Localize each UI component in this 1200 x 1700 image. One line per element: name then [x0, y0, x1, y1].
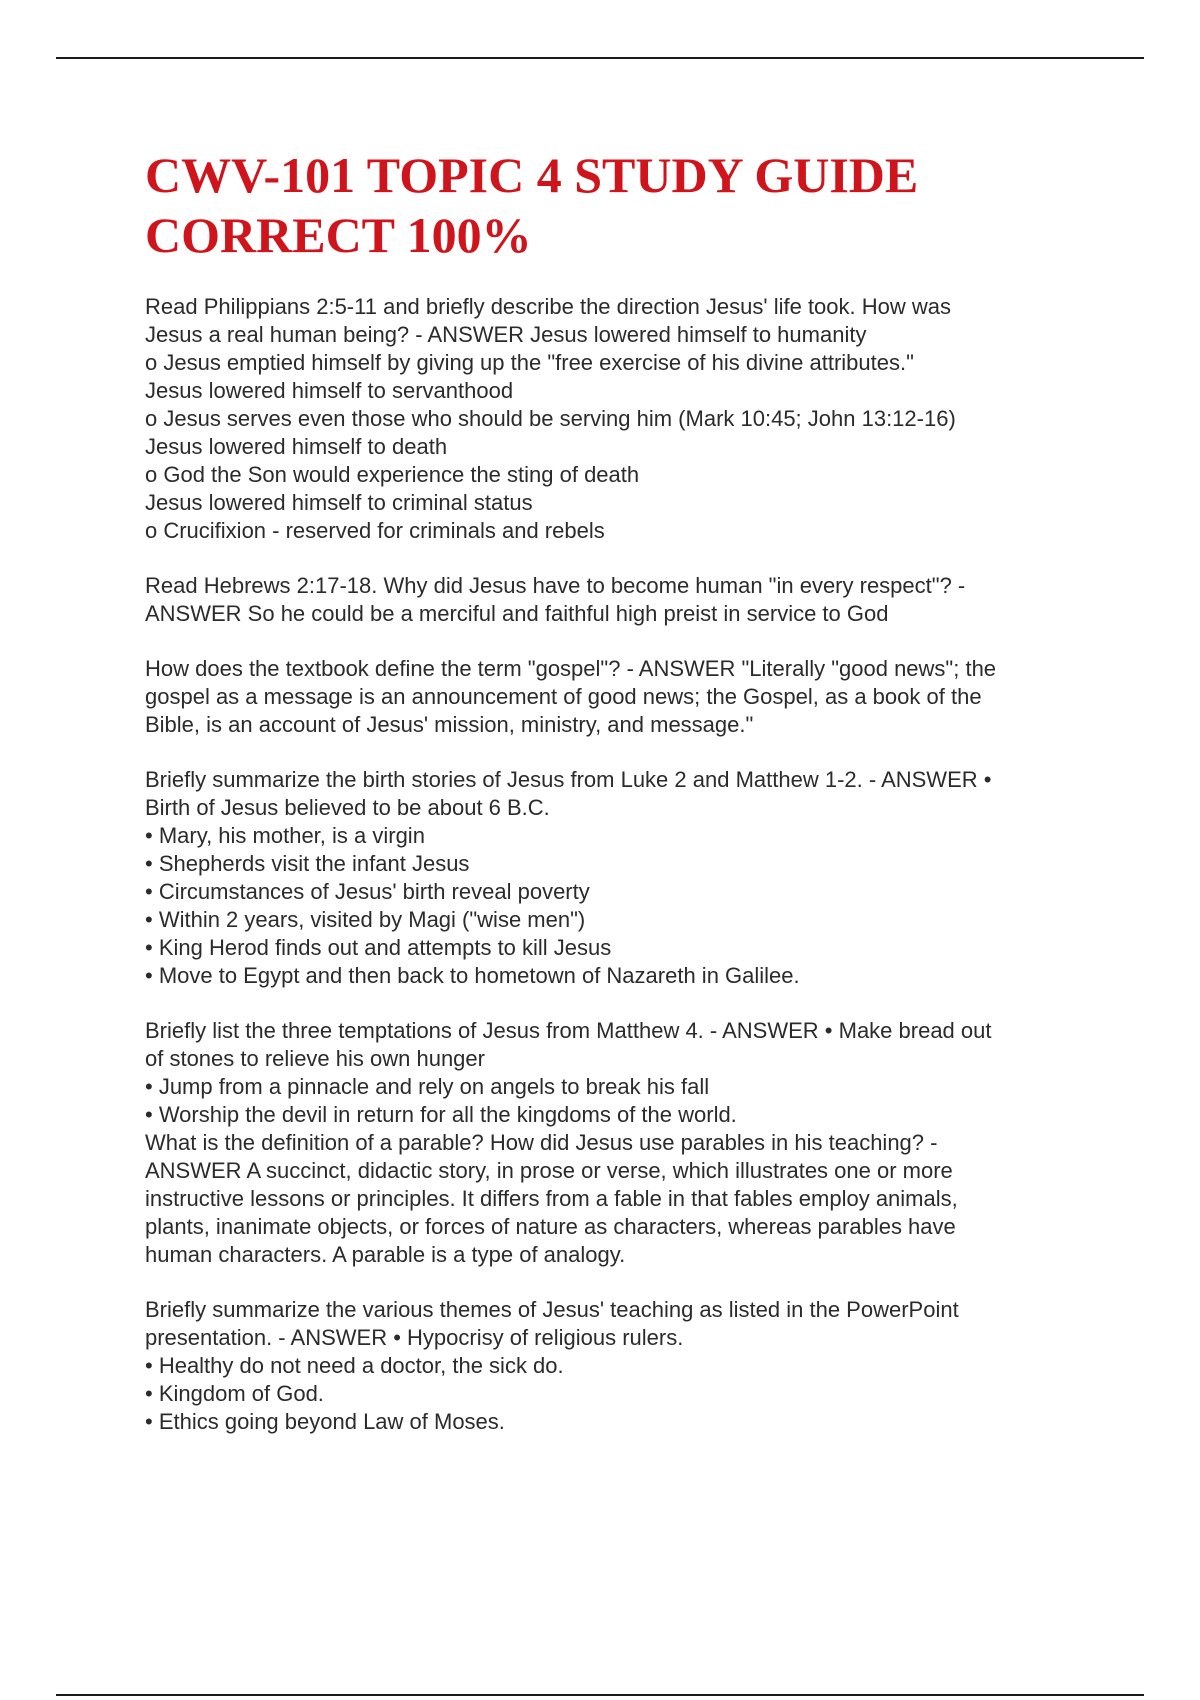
- qa-block-philippians: [145, 293, 1105, 545]
- text-line: gospel as a message is an announcement of good news; the Gospel, as a book of the: [145, 684, 982, 709]
- text-line: • Mary, his mother, is a virgin: [145, 823, 425, 848]
- qa-block-themes: [145, 1296, 1105, 1436]
- text-line: Birth of Jesus believed to be about 6 B.C.: [145, 795, 550, 820]
- text-line: plants, inanimate objects, or forces of nature as characters, whereas parables have: [145, 1214, 956, 1239]
- text-line: • Shepherds visit the infant Jesus: [145, 851, 470, 876]
- text-line: • Kingdom of God.: [145, 1381, 324, 1406]
- text-line: Briefly summarize the various themes of Jesus' teaching as listed in the PowerPoint: [145, 1297, 959, 1322]
- qa-block-temptations-parable: [145, 1017, 1105, 1269]
- text-line: • Healthy do not need a doctor, the sick do.: [145, 1353, 564, 1378]
- bottom-rule: [56, 1694, 1144, 1696]
- text-line: o Crucifixion - reserved for criminals and rebels: [145, 518, 605, 543]
- top-rule: [56, 57, 1144, 59]
- text-line: human characters. A parable is a type of analogy.: [145, 1242, 626, 1267]
- text-line: Bible, is an account of Jesus' mission, ministry, and message.": [145, 712, 754, 737]
- text-line: How does the textbook define the term "gospel"? - ANSWER "Literally "good news"; the: [145, 656, 997, 681]
- text-line: Jesus a real human being? - ANSWER Jesus lowered himself to humanity: [145, 322, 867, 347]
- text-line: • King Herod finds out and attempts to kill Jesus: [145, 935, 612, 960]
- text-line: Read Hebrews 2:17-18. Why did Jesus have to become human "in every respect"? -: [145, 573, 966, 598]
- text-line: • Worship the devil in return for all the kingdoms of the world.: [145, 1102, 737, 1127]
- title-line: CORRECT 100%: [145, 207, 532, 263]
- text-line: presentation. - ANSWER • Hypocrisy of religious rulers.: [145, 1325, 684, 1350]
- text-line: o Jesus serves even those who should be serving him (Mark 10:45; John 13:12-16): [145, 406, 956, 431]
- document-body: [145, 293, 1105, 1436]
- title-line: CWV-101 TOPIC 4 STUDY GUIDE: [145, 147, 919, 203]
- text-line: o God the Son would experience the sting of death: [145, 462, 640, 487]
- text-line: What is the definition of a parable? How did Jesus use parables in his teaching? -: [145, 1130, 938, 1155]
- text-line: Read Philippians 2:5-11 and briefly describe the direction Jesus' life took. How was: [145, 294, 951, 319]
- text-line: Jesus lowered himself to criminal status: [145, 490, 533, 515]
- text-line: • Move to Egypt and then back to hometown of Nazareth in Galilee.: [145, 963, 800, 988]
- text-line: ANSWER A succinct, didactic story, in prose or verse, which illustrates one or more: [145, 1158, 953, 1183]
- text-line: Jesus lowered himself to servanthood: [145, 378, 514, 403]
- qa-block-gospel: [145, 655, 1105, 739]
- text-line: ANSWER So he could be a merciful and faithful high preist in service to God: [145, 601, 889, 626]
- text-line: • Jump from a pinnacle and rely on angels to break his fall: [145, 1074, 710, 1099]
- text-line: Briefly list the three temptations of Jesus from Matthew 4. - ANSWER • Make bread out: [145, 1018, 992, 1043]
- text-line: of stones to relieve his own hunger: [145, 1046, 485, 1071]
- text-line: instructive lessons or principles. It differs from a fable in that fables employ animals,: [145, 1186, 958, 1211]
- text-line: o Jesus emptied himself by giving up the "free exercise of his divine attributes.": [145, 350, 914, 375]
- qa-block-hebrews: [145, 572, 1105, 628]
- text-line: • Within 2 years, visited by Magi ("wise men"): [145, 907, 586, 932]
- document-title: [145, 145, 1105, 265]
- text-line: • Circumstances of Jesus' birth reveal poverty: [145, 879, 590, 904]
- text-line: Briefly summarize the birth stories of Jesus from Luke 2 and Matthew 1-2. - ANSWER •: [145, 767, 992, 792]
- text-line: • Ethics going beyond Law of Moses.: [145, 1409, 505, 1434]
- text-line: Jesus lowered himself to death: [145, 434, 448, 459]
- qa-block-birth-stories: [145, 766, 1105, 990]
